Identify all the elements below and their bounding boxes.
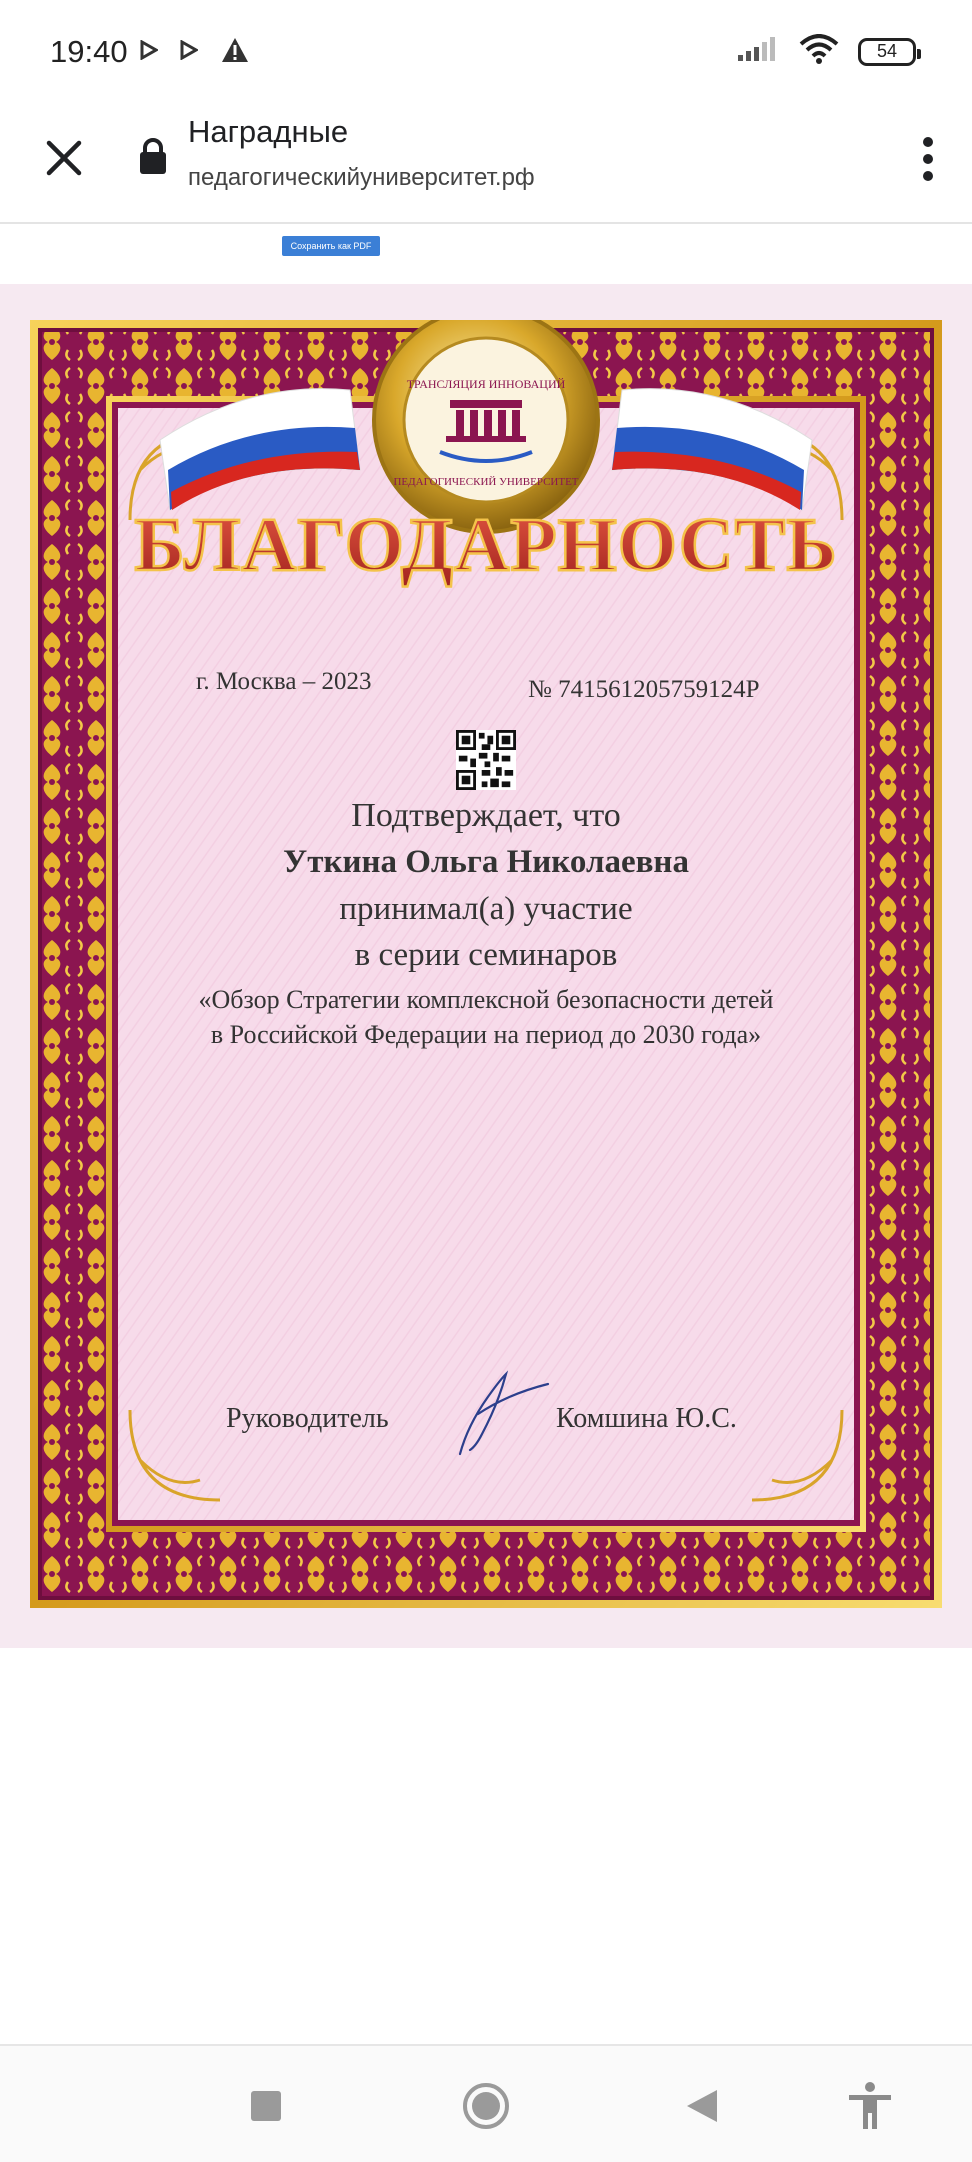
certificate-confirms: Подтверждает, что: [351, 797, 621, 834]
certificate-city-year: г. Москва – 2023: [196, 668, 372, 695]
battery-level: 54: [876, 41, 898, 61]
lock-icon[interactable]: [137, 136, 169, 181]
notification-icons: [140, 36, 250, 69]
more-vert-icon: [922, 136, 934, 182]
home-button[interactable]: [456, 2076, 516, 2136]
certificate-heading: БЛАГОДАРНОСТЬ: [134, 503, 838, 587]
wifi-icon: [798, 34, 840, 69]
signal-icon: [736, 35, 780, 68]
close-button[interactable]: [34, 128, 94, 188]
certificate-signer-name: Комшина Ю.С.: [556, 1403, 737, 1434]
custom-tab-toolbar: [0, 100, 972, 224]
certificate-event-title: «Обзор Стратегии комплексной безопасности детей в Российской Федерации на период до 2030 года»: [198, 985, 774, 1049]
certificate-recipient: Уткина Ольга Николаевна: [283, 844, 689, 880]
certificate-event-type: в серии семинаров: [354, 937, 618, 973]
certificate-signer-role: Руководитель: [226, 1403, 389, 1434]
play-icon: [140, 40, 158, 65]
back-triangle-icon: [685, 2088, 719, 2124]
page-title: Наградные: [188, 114, 349, 149]
accessibility-icon: [847, 2081, 893, 2131]
navigation-bar: [0, 2044, 972, 2162]
battery-icon: [858, 38, 916, 66]
save-pdf-button[interactable]: Сохранить как PDF: [282, 236, 380, 256]
svg-text:ПЕДАГОГИЧЕСКИЙ УНИВЕРСИТЕТ: ПЕДАГОГИЧЕСКИЙ УНИВЕРСИТЕТ: [393, 476, 579, 488]
more-options-button[interactable]: [908, 124, 948, 194]
certificate-image: [30, 320, 942, 1608]
home-circle-icon: [462, 2082, 510, 2130]
status-bar: [0, 0, 972, 100]
certificate-number: № 741561205759124Р: [528, 676, 760, 703]
page-url[interactable]: педагогическийуниверситет.рф: [188, 164, 535, 191]
close-icon: [45, 139, 83, 177]
back-button[interactable]: [672, 2076, 732, 2136]
accessibility-button[interactable]: [840, 2076, 900, 2136]
play-icon: [180, 40, 198, 65]
certificate-participation: принимал(а) участие: [339, 891, 633, 927]
warning-icon: [220, 36, 250, 69]
status-time: 19:40: [50, 34, 128, 69]
recents-square-icon: [250, 2090, 282, 2122]
system-icons: [736, 34, 916, 69]
recents-button[interactable]: [236, 2076, 296, 2136]
svg-text:ТРАНСЛЯЦИЯ ИННОВАЦИЙ: ТРАНСЛЯЦИЯ ИННОВАЦИЙ: [406, 377, 566, 391]
